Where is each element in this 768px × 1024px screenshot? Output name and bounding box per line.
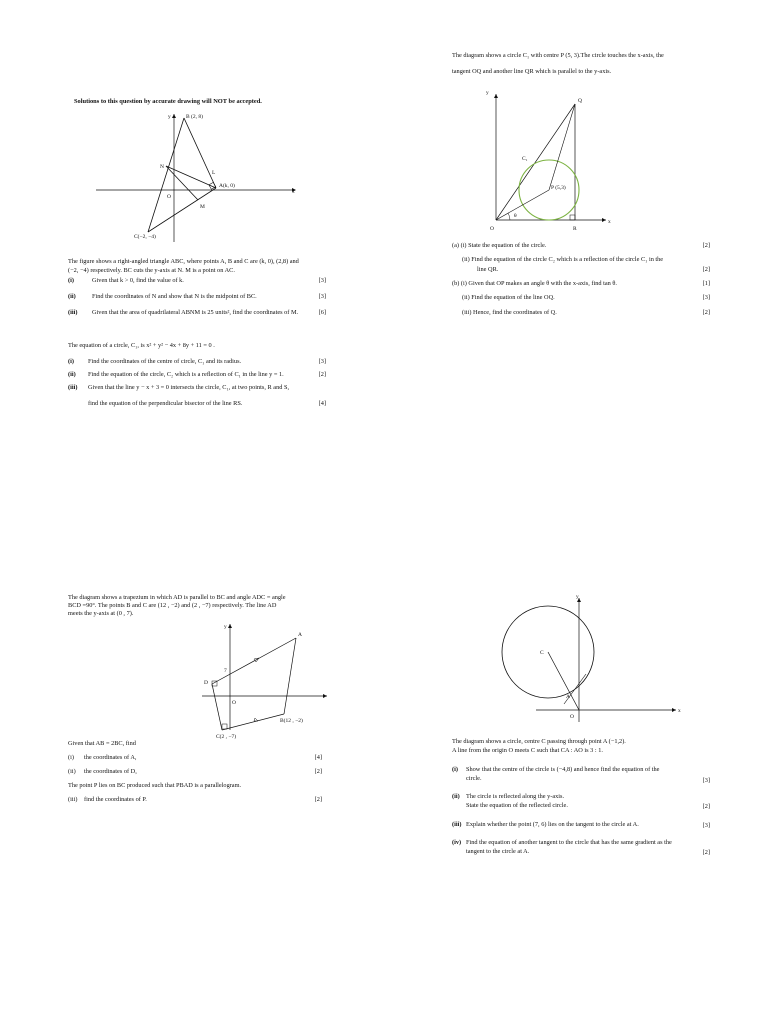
q1-label-C: C(−2, −4) [134, 234, 156, 240]
q4-label-C: C(2 , −7) [216, 734, 237, 740]
q2-part-text: Find the coordinates of the centre of circle, C₁ and its radius. [88, 358, 242, 365]
q3-line-text: (ii) Find the equation of the line OQ. [462, 294, 555, 301]
q3-line-text: (ii) Find the equation of the circle C₂ which is a reflection of the circle C₁ in the [462, 256, 664, 263]
q4-part-marks: [2] [314, 796, 322, 803]
q1-label-A: A(k, 0) [219, 183, 235, 189]
q5-label-y: y [576, 594, 579, 600]
q4-part-marks: [2] [314, 768, 322, 775]
q1-part-marks: [3] [318, 277, 326, 284]
q5-part-number: (iv) [452, 839, 462, 846]
q5-part-marks: [3] [702, 822, 710, 829]
q1-label-B: B (2, 8) [186, 114, 203, 120]
q5-part-marks: [2] [702, 849, 710, 856]
q3-label-R: R [573, 226, 577, 232]
q2-part-number: (ii) [68, 371, 76, 378]
q3-line-text: (iii) Hence, find the coordinates of Q. [462, 309, 557, 316]
q2-part-marks: [3] [318, 358, 326, 365]
q2-part-text: Find the equation of the circle, C₂ which is a reflection of C₁ in the line y = 1. [88, 371, 284, 378]
q3-line-marks: [1] [702, 280, 710, 287]
q1-label-N: N [160, 164, 164, 170]
q5-part-line-1: Explain whether the point (7, 6) lies on the tangent to the circle at A. [466, 821, 639, 828]
q1-intro-line-2: (−2, −4) respectively. BC cuts the y-axis at N. M is a point on AC. [68, 267, 235, 274]
q4-label-O: O [232, 700, 236, 706]
q5-part-marks: [3] [702, 777, 710, 784]
q1-triangle-figure [92, 110, 322, 250]
q4-part-number: (i) [68, 754, 74, 761]
q3-line-text: (a) (i) State the equation of the circle. [452, 242, 547, 249]
q5-part-number: (ii) [452, 793, 460, 800]
q4-label-seven: 7 [224, 668, 227, 674]
q5-part-line-2: circle. [466, 775, 482, 782]
q1-part-marks: [3] [318, 293, 326, 300]
q2-continuation-marks: [4] [318, 400, 326, 407]
question-2-panel [62, 338, 330, 418]
q4-intro-line-2: BCD =90°. The points B and C are (12 , −2) and (2 , −7) respectively. The line AD [68, 602, 277, 609]
q3-label-P: P (5,3) [551, 185, 566, 191]
q1-part-text: Find the coordinates of N and show that N is the midpoint of BC. [92, 293, 257, 300]
q3-label-x: x [608, 219, 611, 225]
q4-intro-line-1: The diagram shows a trapezium in which AD is parallel to BC and angle ADC = angle [68, 594, 286, 601]
q1-part-text: Given that the area of quadrilateral ABNM is 25 units², find the coordinates of M. [92, 309, 299, 316]
q1-label-L: L [212, 170, 216, 176]
q1-part-marks: [6] [318, 309, 326, 316]
q3-label-C1: C₁ [522, 156, 528, 162]
q5-circle-figure [476, 592, 706, 727]
question-4-panel [62, 590, 330, 810]
q5-part-marks: [2] [702, 803, 710, 810]
q1-label-M: M [200, 204, 205, 210]
q4-given: Given that AB = 2BC, find [68, 740, 136, 747]
q5-label-C: C [540, 650, 544, 656]
question-5-panel [446, 592, 714, 862]
q5-label-x: x [678, 708, 681, 714]
q4-part-number: (iii) [68, 796, 78, 803]
q4-part-text: the coordinates of D, [84, 768, 137, 775]
q1-label-x: x [292, 189, 295, 195]
q5-part-number: (i) [452, 766, 458, 773]
q5-label-A: A [566, 694, 570, 700]
q4-intro-line-3: meets the y-axis at (0 , 7). [68, 610, 134, 617]
q1-label-y: y [168, 114, 171, 120]
q1-header: Solutions to this question by accurate drawing will NOT be accepted. [74, 98, 262, 105]
q1-intro-line-1: The figure shows a right-angled triangle ABC, where points A, B and C are (k, 0), (2,8) and [68, 258, 299, 265]
q1-part-text: Given that k > 0, find the value of k. [92, 277, 184, 284]
q4-label-A: A [298, 632, 302, 638]
q5-part-line-2: tangent to the circle at A. [466, 848, 530, 855]
q1-part-number: (i) [68, 277, 74, 284]
question-3-panel [446, 48, 714, 323]
q2-part-number: (iii) [68, 384, 78, 391]
q4-label-B: B(12 , −2) [280, 718, 303, 724]
q2-continuation: find the equation of the perpendicular bisector of the line RS. [88, 400, 243, 407]
q3-circle-figure [484, 86, 634, 236]
q2-part-marks: [2] [318, 371, 326, 378]
q3-intro-line-1: The diagram shows a circle C₁ with centre P (5, 3).The circle touches the x-axis, the [452, 52, 664, 59]
q2-intro: The equation of a circle, C₁, is x² + y² − 4x + 8y + 11 = 0 . [68, 342, 215, 349]
q3-label-Q: Q [578, 98, 582, 104]
q3-line-marks: [2] [702, 309, 710, 316]
q4-trapezium-figure [182, 620, 342, 740]
q3-line-marks: [2] [702, 266, 710, 273]
q3-intro-line-2: tangent OQ and another line QR which is parallel to the y-axis. [452, 68, 612, 75]
q3-line-marks: [2] [702, 242, 710, 249]
q4-part-marks: [4] [314, 754, 322, 761]
q4-part-text: the coordinates of A, [84, 754, 137, 761]
q5-intro-line-2: A line from the origin O meets C such that CA : AO is 3 : 1. [452, 747, 603, 754]
q5-part-line-2: State the equation of the reflected circle. [466, 802, 568, 809]
q5-part-line-1: Show that the centre of the circle is (−4,8) and hence find the equation of the [466, 766, 660, 773]
q5-intro-line-1: The diagram shows a circle, centre C passing through point A (−1,2). [452, 738, 626, 745]
q2-part-number: (i) [68, 358, 74, 365]
q3-line-text: (b) (i) Given that OP makes an angle θ with the x-axis, find tan θ. [452, 280, 617, 287]
q5-label-O: O [570, 714, 574, 720]
q1-label-O: O [167, 194, 171, 200]
question-1-panel [62, 90, 330, 325]
q4-part-text: find the coordinates of P. [84, 796, 147, 803]
q4-part-number: (ii) [68, 768, 76, 775]
q4-label-D: D [204, 680, 208, 686]
q5-part-line-1: Find the equation of another tangent to the circle that has the same gradient as the [466, 839, 672, 846]
q3-label-y: y [486, 90, 489, 96]
q3-label-O: O [490, 226, 494, 232]
q1-part-number: (iii) [68, 309, 78, 316]
q4-point-p: The point P lies on BC produced such that PBAD is a parallelogram. [68, 782, 242, 789]
q2-part-text: Given that the line y − x + 3 = 0 intersects the circle, C₁, at two points, R and S, [88, 384, 290, 391]
q5-part-line-1: The circle is reflected along the y-axis. [466, 793, 565, 800]
q4-label-y: y [224, 624, 227, 630]
q1-part-number: (ii) [68, 293, 76, 300]
q3-label-theta: θ [514, 213, 517, 219]
q3-line-text: line QR. [477, 266, 499, 273]
q3-line-marks: [3] [702, 294, 710, 301]
q5-part-number: (iii) [452, 821, 462, 828]
